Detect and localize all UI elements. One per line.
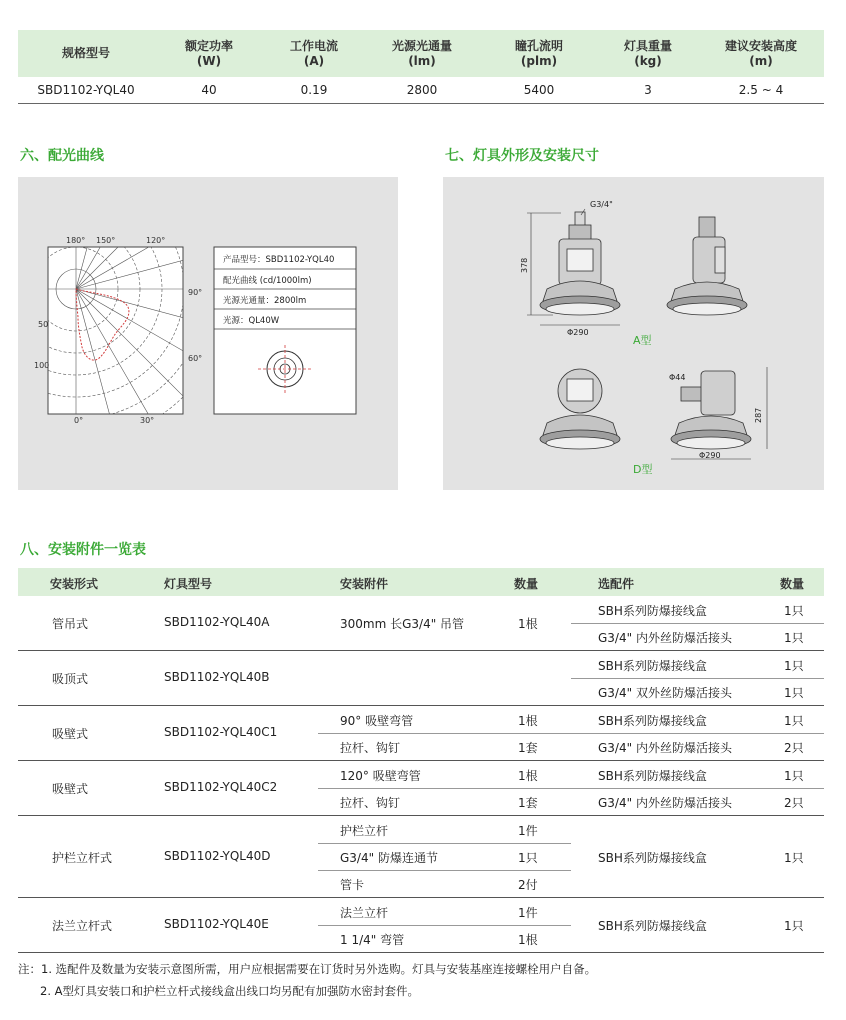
dim-thread: G3/4"	[590, 200, 613, 209]
note-1: 注：1. 选配件及数量为安装示意图所需，用户应根据需要在订货时另外选购。灯具与安装基座连接螺栓用户自备。	[18, 962, 597, 976]
spec-header-power: 额定功率 (W)	[184, 38, 233, 68]
acc-header-form: 安装形式	[50, 577, 99, 591]
dim-diam-d: Φ44	[669, 373, 686, 382]
spec-cell: 3	[644, 82, 652, 97]
acc-form: 管吊式	[52, 617, 89, 631]
acc-option-qty: 1只	[784, 659, 804, 673]
acc-option-qty: 2只	[784, 741, 804, 755]
dim-width-a: Φ290	[567, 328, 589, 337]
acc-option-name: G3/4" 双外丝防爆活接头	[598, 686, 732, 700]
angle-label-180: 180°	[66, 236, 86, 245]
acc-accessory-name: 300mm 长G3/4" 吊管	[340, 617, 465, 631]
acc-form: 吸顶式	[52, 672, 89, 686]
info-box	[214, 247, 356, 414]
acc-accessory-name: 管卡	[340, 878, 365, 892]
spec-cell: 40	[201, 82, 217, 97]
acc-header-qty: 数量	[514, 577, 539, 591]
acc-group-wall-c2	[18, 761, 824, 816]
acc-accessory-name: 90° 吸壁弯管	[340, 714, 414, 728]
acc-option-qty: 1只	[784, 604, 804, 618]
acc-accessory-name: 法兰立杆	[340, 906, 389, 920]
accessory-table-header	[18, 568, 824, 596]
spec-cell: 2.5 ~ 4	[738, 82, 784, 97]
acc-option-qty: 1只	[784, 686, 804, 700]
acc-group-guardrail	[18, 816, 824, 898]
acc-option-qty: 1只	[784, 714, 804, 728]
acc-model: SBD1102-YQL40B	[164, 670, 270, 684]
acc-accessory-qty: 1根	[518, 617, 538, 631]
acc-option-name: SBH系列防爆接线盒	[598, 659, 707, 673]
acc-option-name: G3/4" 内外丝防爆活接头	[598, 631, 732, 645]
acc-model: SBD1102-YQL40C2	[164, 780, 278, 794]
acc-accessory-qty: 1根	[518, 933, 538, 947]
angle-label-90: 90°	[188, 288, 203, 297]
type-d-label: D型	[633, 463, 653, 476]
spec-header-weight: 灯具重量 (kg)	[623, 38, 672, 68]
acc-form: 吸壁式	[52, 727, 89, 741]
spec-cell: SBD1102-YQL40	[37, 82, 135, 97]
acc-accessory-qty: 1套	[518, 741, 538, 755]
acc-accessory-name: 120° 吸壁弯管	[340, 769, 421, 783]
lamp-d-side-icon	[671, 371, 751, 449]
spec-header-model: 规格型号	[61, 46, 110, 60]
acc-accessory-name: G3/4" 防爆连通节	[340, 851, 438, 865]
acc-model: SBD1102-YQL40D	[164, 849, 271, 863]
lamp-a-front-icon	[540, 212, 620, 315]
section8-title: 八、安装附件一览表	[20, 542, 146, 558]
spec-table	[18, 30, 824, 104]
spec-cell: 2800	[406, 82, 438, 97]
dim-width-d: Φ290	[699, 451, 721, 460]
acc-model: SBD1102-YQL40E	[164, 917, 269, 931]
spec-cell: 5400	[523, 82, 555, 97]
accessory-table	[18, 568, 824, 953]
acc-option-name: SBH系列防爆接线盒	[598, 714, 707, 728]
acc-group-flange	[18, 898, 824, 953]
radial-label-50: 50	[38, 320, 49, 329]
acc-accessory-qty: 1套	[518, 796, 538, 810]
acc-header-model: 灯具型号	[164, 577, 213, 591]
spec-header-height: 建议安装高度 (m)	[724, 38, 797, 68]
angle-label-60: 60°	[188, 354, 203, 363]
acc-form: 吸壁式	[52, 782, 89, 796]
info-flux: 光源光通量：2800lm	[223, 296, 307, 306]
acc-option-name: SBH系列防爆接线盒	[598, 919, 707, 933]
light-distribution-panel	[18, 177, 398, 490]
acc-accessory-name: 拉杆、钩钉	[340, 796, 401, 810]
acc-header-option: 选配件	[598, 577, 635, 591]
polar-diagram	[18, 177, 398, 490]
acc-option-qty: 2只	[784, 796, 804, 810]
acc-option-qty: 1只	[784, 919, 804, 933]
lamp-dimension-drawings	[443, 177, 824, 490]
acc-accessory-qty: 2付	[518, 878, 538, 892]
acc-accessory-name: 拉杆、钩钉	[340, 741, 401, 755]
dim-height-a: 378	[520, 257, 529, 273]
angle-label-30: 30°	[140, 416, 155, 425]
acc-group-ceiling	[18, 651, 824, 706]
acc-group-wall-c1	[18, 706, 824, 761]
angle-label-0: 0°	[74, 416, 84, 425]
acc-header-option-qty: 数量	[780, 577, 805, 591]
acc-form: 护栏立杆式	[52, 851, 113, 865]
acc-accessory-name: 1 1/4" 弯管	[340, 933, 405, 947]
dimension-panel	[443, 177, 824, 490]
angle-label-120: 120°	[146, 236, 166, 245]
acc-model: SBD1102-YQL40A	[164, 615, 270, 629]
acc-option-name: G3/4" 内外丝防爆活接头	[598, 741, 732, 755]
angle-label-150: 150°	[96, 236, 116, 245]
acc-header-accessory: 安装附件	[340, 577, 389, 591]
info-model: 产品型号：SBD1102-YQL40	[223, 255, 335, 265]
spec-header-pupil-lumen: 瞳孔流明 (plm)	[514, 38, 563, 68]
acc-option-name: SBH系列防爆接线盒	[598, 851, 707, 865]
acc-accessory-qty: 1件	[518, 824, 538, 838]
lamp-a-side-icon	[667, 217, 747, 315]
dim-height-d: 287	[754, 407, 763, 423]
section7-title: 七、灯具外形及安装尺寸	[445, 148, 599, 164]
acc-option-qty: 1只	[784, 769, 804, 783]
acc-accessory-qty: 1只	[518, 851, 538, 865]
acc-accessory-qty: 1根	[518, 769, 538, 783]
acc-option-name: SBH系列防爆接线盒	[598, 604, 707, 618]
acc-option-name: SBH系列防爆接线盒	[598, 769, 707, 783]
spec-table-header	[18, 30, 824, 77]
acc-option-qty: 1只	[784, 851, 804, 865]
acc-group-pendant	[18, 596, 824, 651]
note-2: 2. A型灯具安装口和护栏立杆式接线盒出线口均另配有加强防水密封套件。	[40, 984, 419, 998]
spec-header-flux: 光源光通量 (lm)	[391, 38, 452, 68]
acc-option-name: G3/4" 内外丝防爆活接头	[598, 796, 732, 810]
acc-accessory-name: 护栏立杆	[340, 824, 389, 838]
type-a-label: A型	[633, 334, 652, 347]
section6-title: 六、配光曲线	[20, 148, 104, 164]
radial-label-100: 100	[34, 361, 50, 370]
spec-header-current: 工作电流 (A)	[289, 38, 338, 68]
acc-form: 法兰立杆式	[52, 919, 113, 933]
spec-cell: 0.19	[300, 82, 328, 97]
acc-model: SBD1102-YQL40C1	[164, 725, 278, 739]
acc-accessory-qty: 1件	[518, 906, 538, 920]
acc-option-qty: 1只	[784, 631, 804, 645]
acc-accessory-qty: 1根	[518, 714, 538, 728]
info-curve: 配光曲线 (cd/1000lm)	[223, 276, 312, 286]
lamp-d-front-icon	[540, 369, 620, 449]
spec-table-row	[18, 77, 824, 104]
info-source: 光源：QL40W	[223, 316, 280, 326]
